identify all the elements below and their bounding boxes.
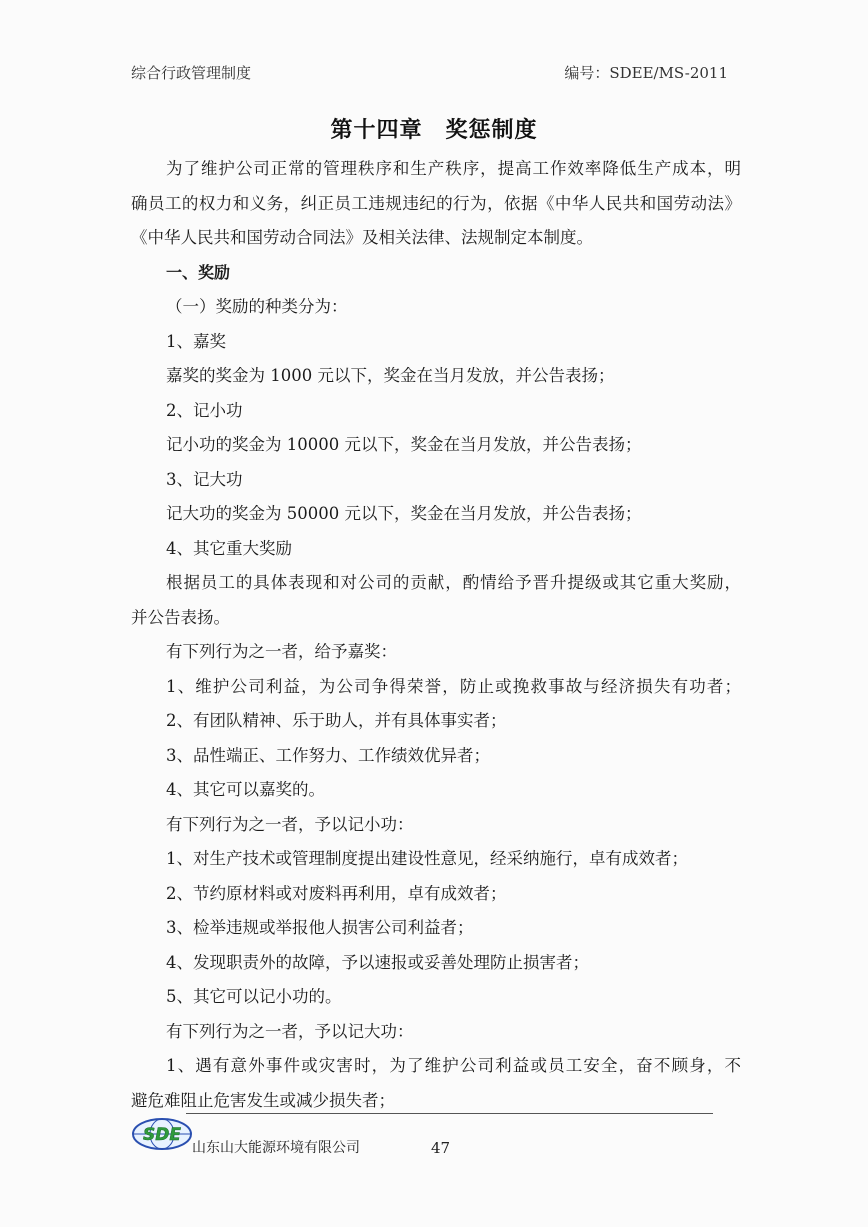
paragraph-line: 1、维护公司利益，为公司争得荣誉，防止或挽救事故与经济损失有功者； [166,676,741,696]
paragraph-line: 1、嘉奖 [166,331,226,351]
section-heading: 一、奖励 [166,262,231,282]
svg-text:SDE: SDE [143,1125,181,1145]
paragraph-line: 确员工的权力和义务，纠正员工违规违纪的行为，依据《中华人民共和国劳动法》 [131,193,741,213]
paragraph-line: 2、有团队精神、乐于助人，并有具体事实者； [166,711,507,730]
paragraph-line: 2、记小功 [166,400,243,420]
footer-company-name: 山东山大能源环境有限公司 [192,1140,360,1156]
paragraph-line: 记大功的奖金为 50000 元以下，奖金在当月发放，并公告表扬； [166,504,642,523]
paragraph-line: 记小功的奖金为 10000 元以下，奖金在当月发放，并公告表扬； [166,435,642,454]
paragraph-line: （一）奖励的种类分为： [166,297,348,316]
paragraph-line: 有下列行为之一者，给予嘉奖： [166,642,397,661]
page-number: 47 [431,1139,451,1157]
header-doc-number: 编号：SDEE/MS-2011 [564,64,728,82]
paragraph-line: 5、其它可以记小功的。 [166,987,342,1006]
paragraph-line: 避危难阻止危害发生或减少损失者； [131,1090,395,1110]
company-logo-icon [131,1116,193,1152]
document-body [131,152,741,1118]
paragraph-line: 3、检举违规或举报他人损害公司利益者； [166,918,474,937]
paragraph-line: 2、节约原材料或对废料再利用，卓有成效者； [166,883,507,903]
paragraph-line: 为了维护公司正常的管理秩序和生产秩序，提高工作效率降低生产成本，明 [166,159,741,178]
paragraph-line: 1、对生产技术或管理制度提出建设性意见，经采纳施行，卓有成效者； [166,849,688,868]
header-doc-title: 综合行政管理制度 [131,64,252,82]
paragraph-line: 有下列行为之一者，予以记小功： [166,814,414,834]
paragraph-line: 4、发现职责外的故障，予以速报或妥善处理防止损害者； [166,952,589,972]
paragraph-line: 嘉奖的奖金为 1000 元以下，奖金在当月发放，并公告表扬； [166,366,615,385]
paragraph-line: 4、其它可以嘉奖的。 [166,780,325,799]
paragraph-line: 根据员工的具体表现和对公司的贡献，酌情给予晋升提级或其它重大奖励， [166,573,741,592]
paragraph-line: 1、遇有意外事件或灾害时，为了维护公司利益或员工安全，奋不顾身，不 [166,1056,741,1075]
chapter-title: 第十四章 奖惩制度 [330,118,538,143]
paragraph-line: 3、记大功 [166,469,243,489]
paragraph-line: 并公告表扬。 [131,607,230,627]
paragraph-line: 有下列行为之一者，予以记大功： [166,1021,414,1041]
paragraph-line: 4、其它重大奖励 [166,538,292,558]
paragraph-line: 《中华人民共和国劳动合同法》及相关法律、法规制定本制度。 [131,228,593,247]
paragraph-line: 3、品性端正、工作努力、工作绩效优异者； [166,745,490,765]
footer-divider [186,1113,713,1114]
